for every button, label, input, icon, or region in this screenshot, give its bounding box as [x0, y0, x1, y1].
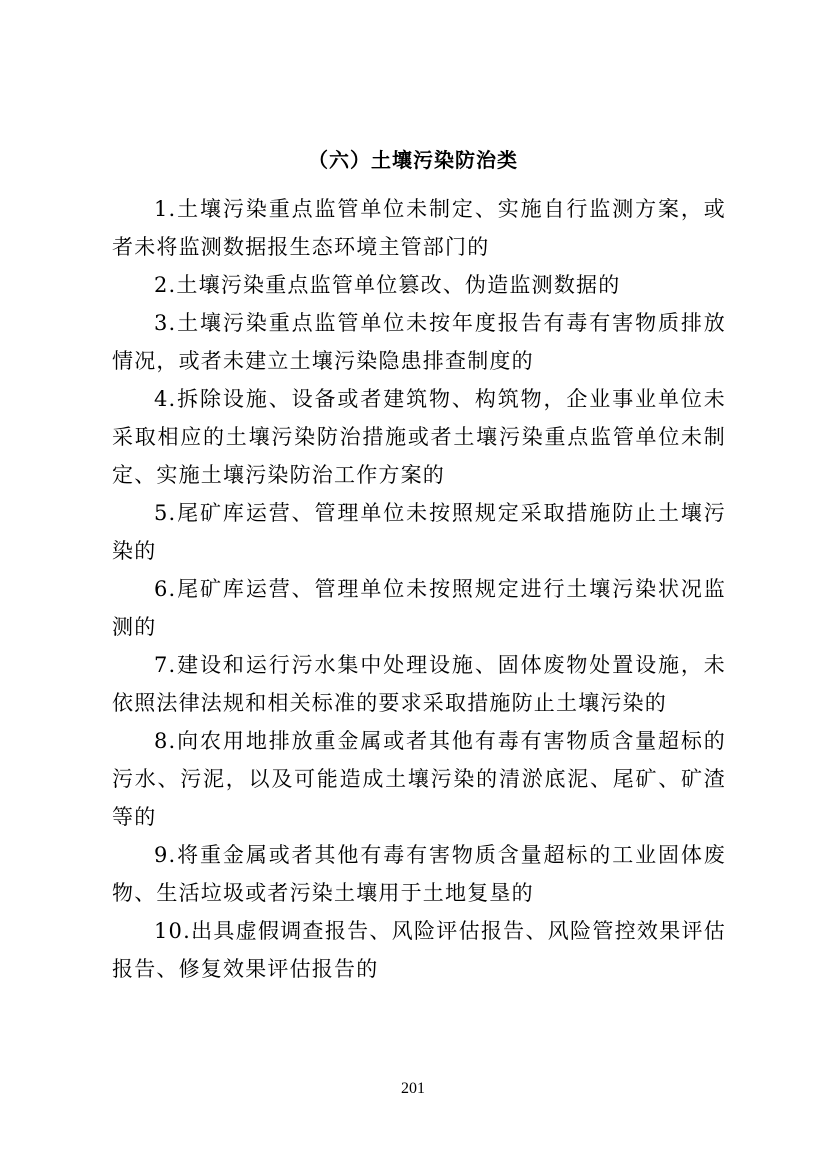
item-list — [112, 190, 726, 988]
page-number: 201 — [401, 1080, 425, 1097]
list-item: 5.尾矿库运营、管理单位未按照规定采取措施防止土壤污染的 — [112, 501, 726, 563]
list-item: 2.土壤污染重点监管单位篡改、伪造监测数据的 — [154, 273, 621, 297]
list-item: 10.出具虚假调查报告、风险评估报告、风险管控效果评估报告、修复效果评估报告的 — [112, 919, 726, 981]
list-item: 4.拆除设施、设备或者建筑物、构筑物，企业事业单位未采取相应的土壤污染防治措施或者土壤污染重点监管单位未制定、实施土壤污染防治工作方案的 — [112, 387, 726, 487]
list-item: 3.土壤污染重点监管单位未按年度报告有毒有害物质排放情况，或者未建立土壤污染隐患排查制度的 — [112, 311, 726, 373]
list-item: 7.建设和运行污水集中处理设施、固体废物处置设施，未依照法律法规和相关标准的要求采取措施防止土壤污染的 — [112, 653, 726, 715]
section-title: （六）土壤污染防治类 — [308, 148, 518, 172]
list-item: 8.向农用地排放重金属或者其他有毒有害物质含量超标的污水、污泥，以及可能造成土壤污染的清淤底泥、尾矿、矿渣等的 — [112, 729, 726, 829]
list-item: 6.尾矿库运营、管理单位未按照规定进行土壤污染状况监测的 — [112, 577, 726, 639]
list-item: 1.土壤污染重点监管单位未制定、实施自行监测方案，或者未将监测数据报生态环境主管部门的 — [112, 197, 726, 259]
list-item: 9.将重金属或者其他有毒有害物质含量超标的工业固体废物、生活垃圾或者污染土壤用于土地复垦的 — [112, 843, 726, 905]
